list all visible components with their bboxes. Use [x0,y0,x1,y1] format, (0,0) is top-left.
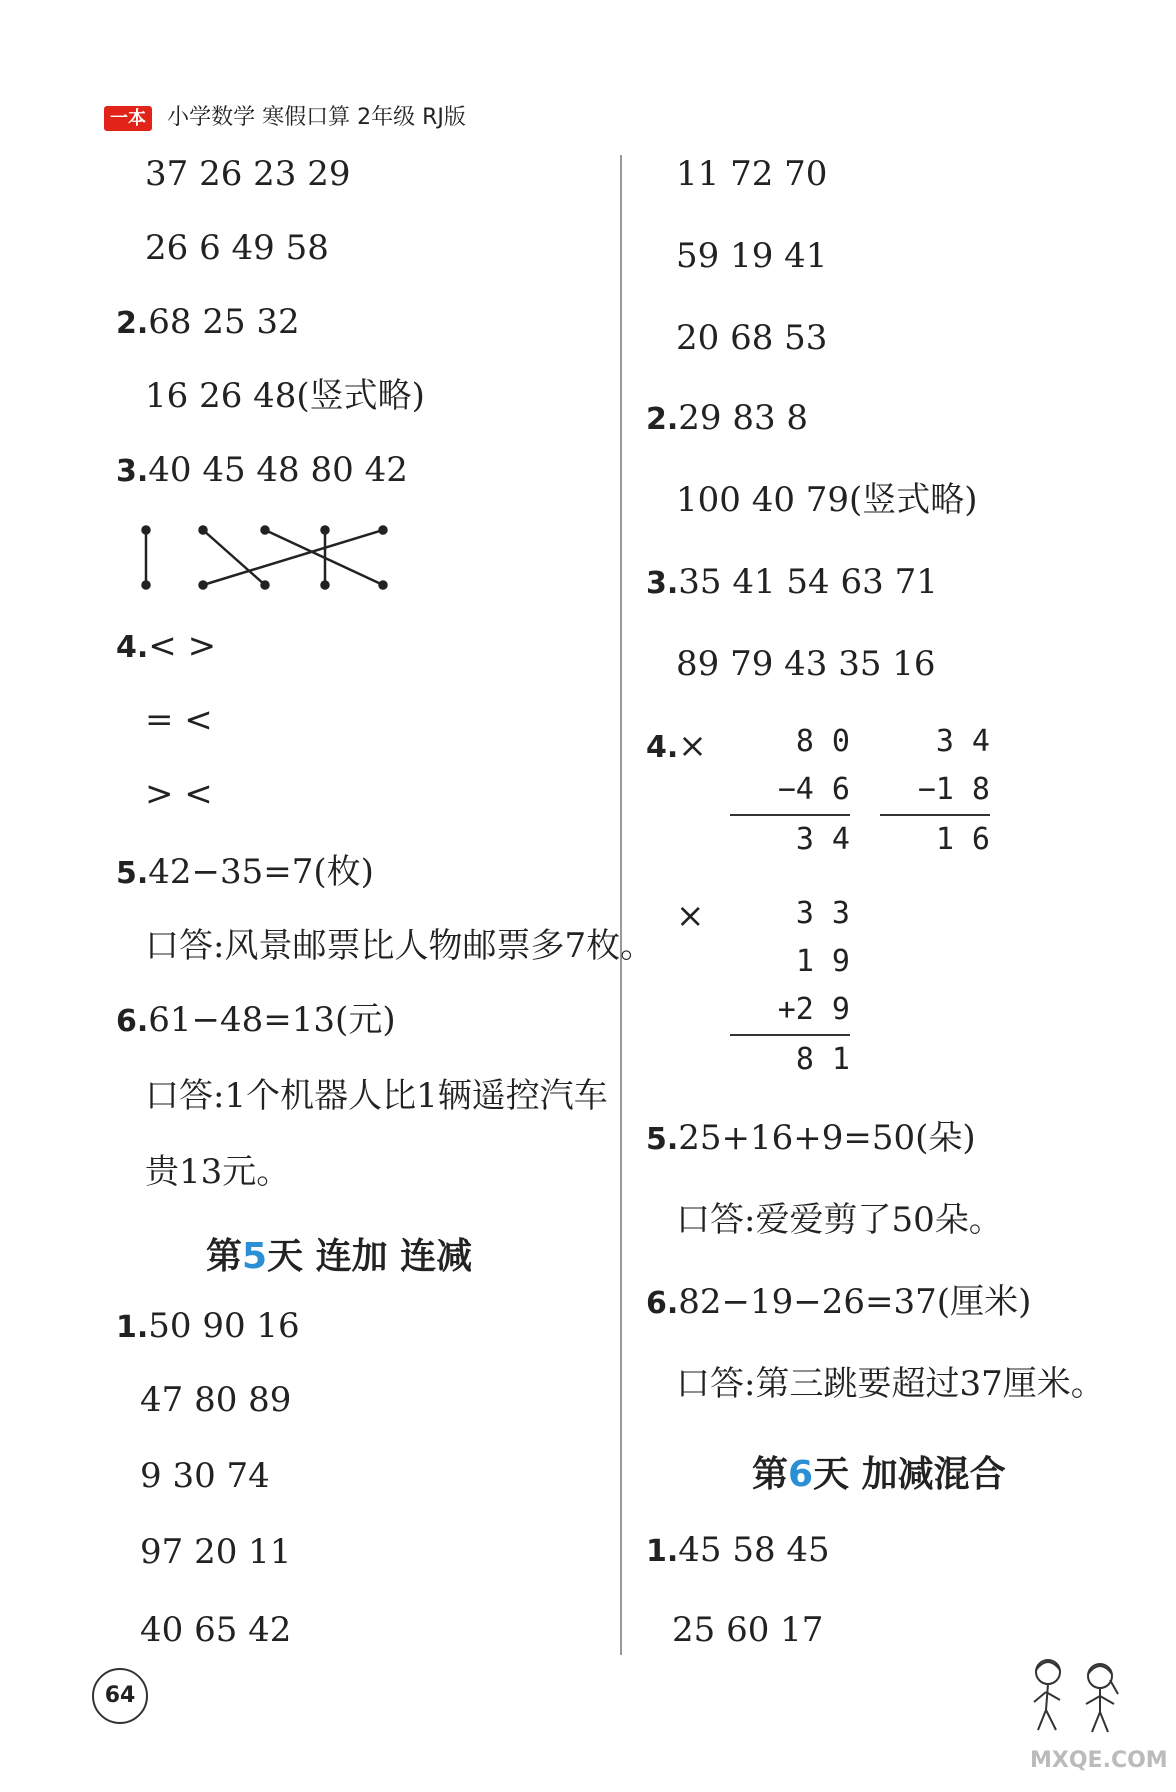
answer-row: 59 19 41 [676,236,828,276]
section-title-day6: 第6天 加减混合 [752,1454,1006,1495]
calc-operand: 8 0 [795,724,850,759]
watermark: MXQE.COM [1030,1748,1168,1773]
question-4 [116,626,216,668]
question-5 [646,1118,976,1160]
calc-operand: −4 6 [777,772,850,807]
answer-row: 68 25 32 [148,302,300,342]
answer-row: 45 58 45 [678,1530,830,1570]
answer-row: 40 45 48 80 42 [148,450,408,490]
calc-operand: 3 4 [935,724,990,759]
equation: 25+16+9=50(朵) [678,1118,976,1158]
section-title-day5: 第5天 连加 连减 [206,1236,473,1277]
oral-answer: 口答:爱爱剪了50朵。 [676,1200,1003,1240]
question-number: 6. [646,1286,679,1321]
vertical-calc-3 [730,890,850,1084]
calc-result: 3 4 [730,814,850,864]
vertical-calc-2 [880,718,990,864]
answer-row: 11 72 70 [676,154,828,194]
answer-row: 35 41 54 63 71 [678,562,938,602]
answer-row: 37 26 23 29 [145,154,351,194]
question-3 [646,562,938,604]
question-number: 4. [646,730,679,765]
answer-row: = < [145,700,213,740]
answer-row: 89 79 43 35 16 [676,644,936,684]
answer-row: 50 90 16 [148,1306,300,1346]
question-5 [116,852,374,894]
calc-result: 1 6 [880,814,990,864]
oral-answer: 口答:风景邮票比人物邮票多7枚。 [145,926,655,966]
answer-row: 100 40 79(竖式略) [676,480,978,520]
question-2 [116,302,300,344]
oral-answer: 口答:第三跳要超过37厘米。 [676,1364,1105,1404]
question-number: 1. [116,1310,149,1345]
column-divider [620,155,622,1655]
vertical-calc-1 [730,718,850,864]
calc-operand: 3 3 [795,896,850,931]
header [104,100,466,131]
question-number: 2. [116,306,149,341]
question-number: 3. [116,454,149,489]
question-number: 2. [646,402,679,437]
answer-row: > < [145,774,213,814]
page-number: 64 [92,1668,148,1724]
answer-row: 97 20 11 [140,1532,292,1572]
question-4 [646,726,707,768]
wrong-mark: × [678,726,707,766]
equation: 82−19−26=37(厘米) [678,1282,1032,1322]
question-3 [116,450,408,492]
equation: 42−35=7(枚) [148,852,374,892]
answer-row: 16 26 48(竖式略) [145,376,425,416]
book-title: 小学数学 寒假口算 2年级 RJ版 [167,105,466,130]
day-number: 5 [242,1236,268,1277]
answer-row: 9 30 74 [140,1456,270,1496]
calc-operand: 1 9 [795,944,850,979]
oral-answer-cont: 贵13元。 [145,1152,291,1192]
calc-operand: +2 9 [777,992,850,1027]
question-6 [116,1000,396,1042]
oral-answer: 口答:1个机器人比1辆遥控汽车 [145,1076,608,1116]
answer-row: 26 6 49 58 [145,228,329,268]
question-number: 6. [116,1004,149,1039]
answer-row: 40 65 42 [140,1610,292,1650]
wrong-mark: × [676,896,705,936]
question-number: 5. [646,1122,679,1157]
question-1 [646,1530,830,1572]
day-number: 6 [788,1454,814,1495]
question-number: 3. [646,566,679,601]
answer-row: 47 80 89 [140,1380,292,1420]
answer-row: 25 60 17 [672,1610,824,1650]
equation: 61−48=13(元) [148,1000,396,1040]
answer-row: 29 83 8 [678,398,809,438]
question-1 [116,1306,300,1348]
kids-illustration-icon [1020,1650,1130,1740]
question-2 [646,398,808,440]
question-6 [646,1282,1031,1324]
question-number: 4. [116,630,149,665]
question-number: 5. [116,856,149,891]
calc-result: 8 1 [730,1034,850,1084]
question-number: 1. [646,1534,679,1569]
answer-row: < > [148,626,217,666]
brand-logo: 一本 [104,106,152,131]
matching-lines-diagram [135,520,395,590]
calc-operand: −1 8 [917,772,990,807]
answer-row: 20 68 53 [676,318,828,358]
